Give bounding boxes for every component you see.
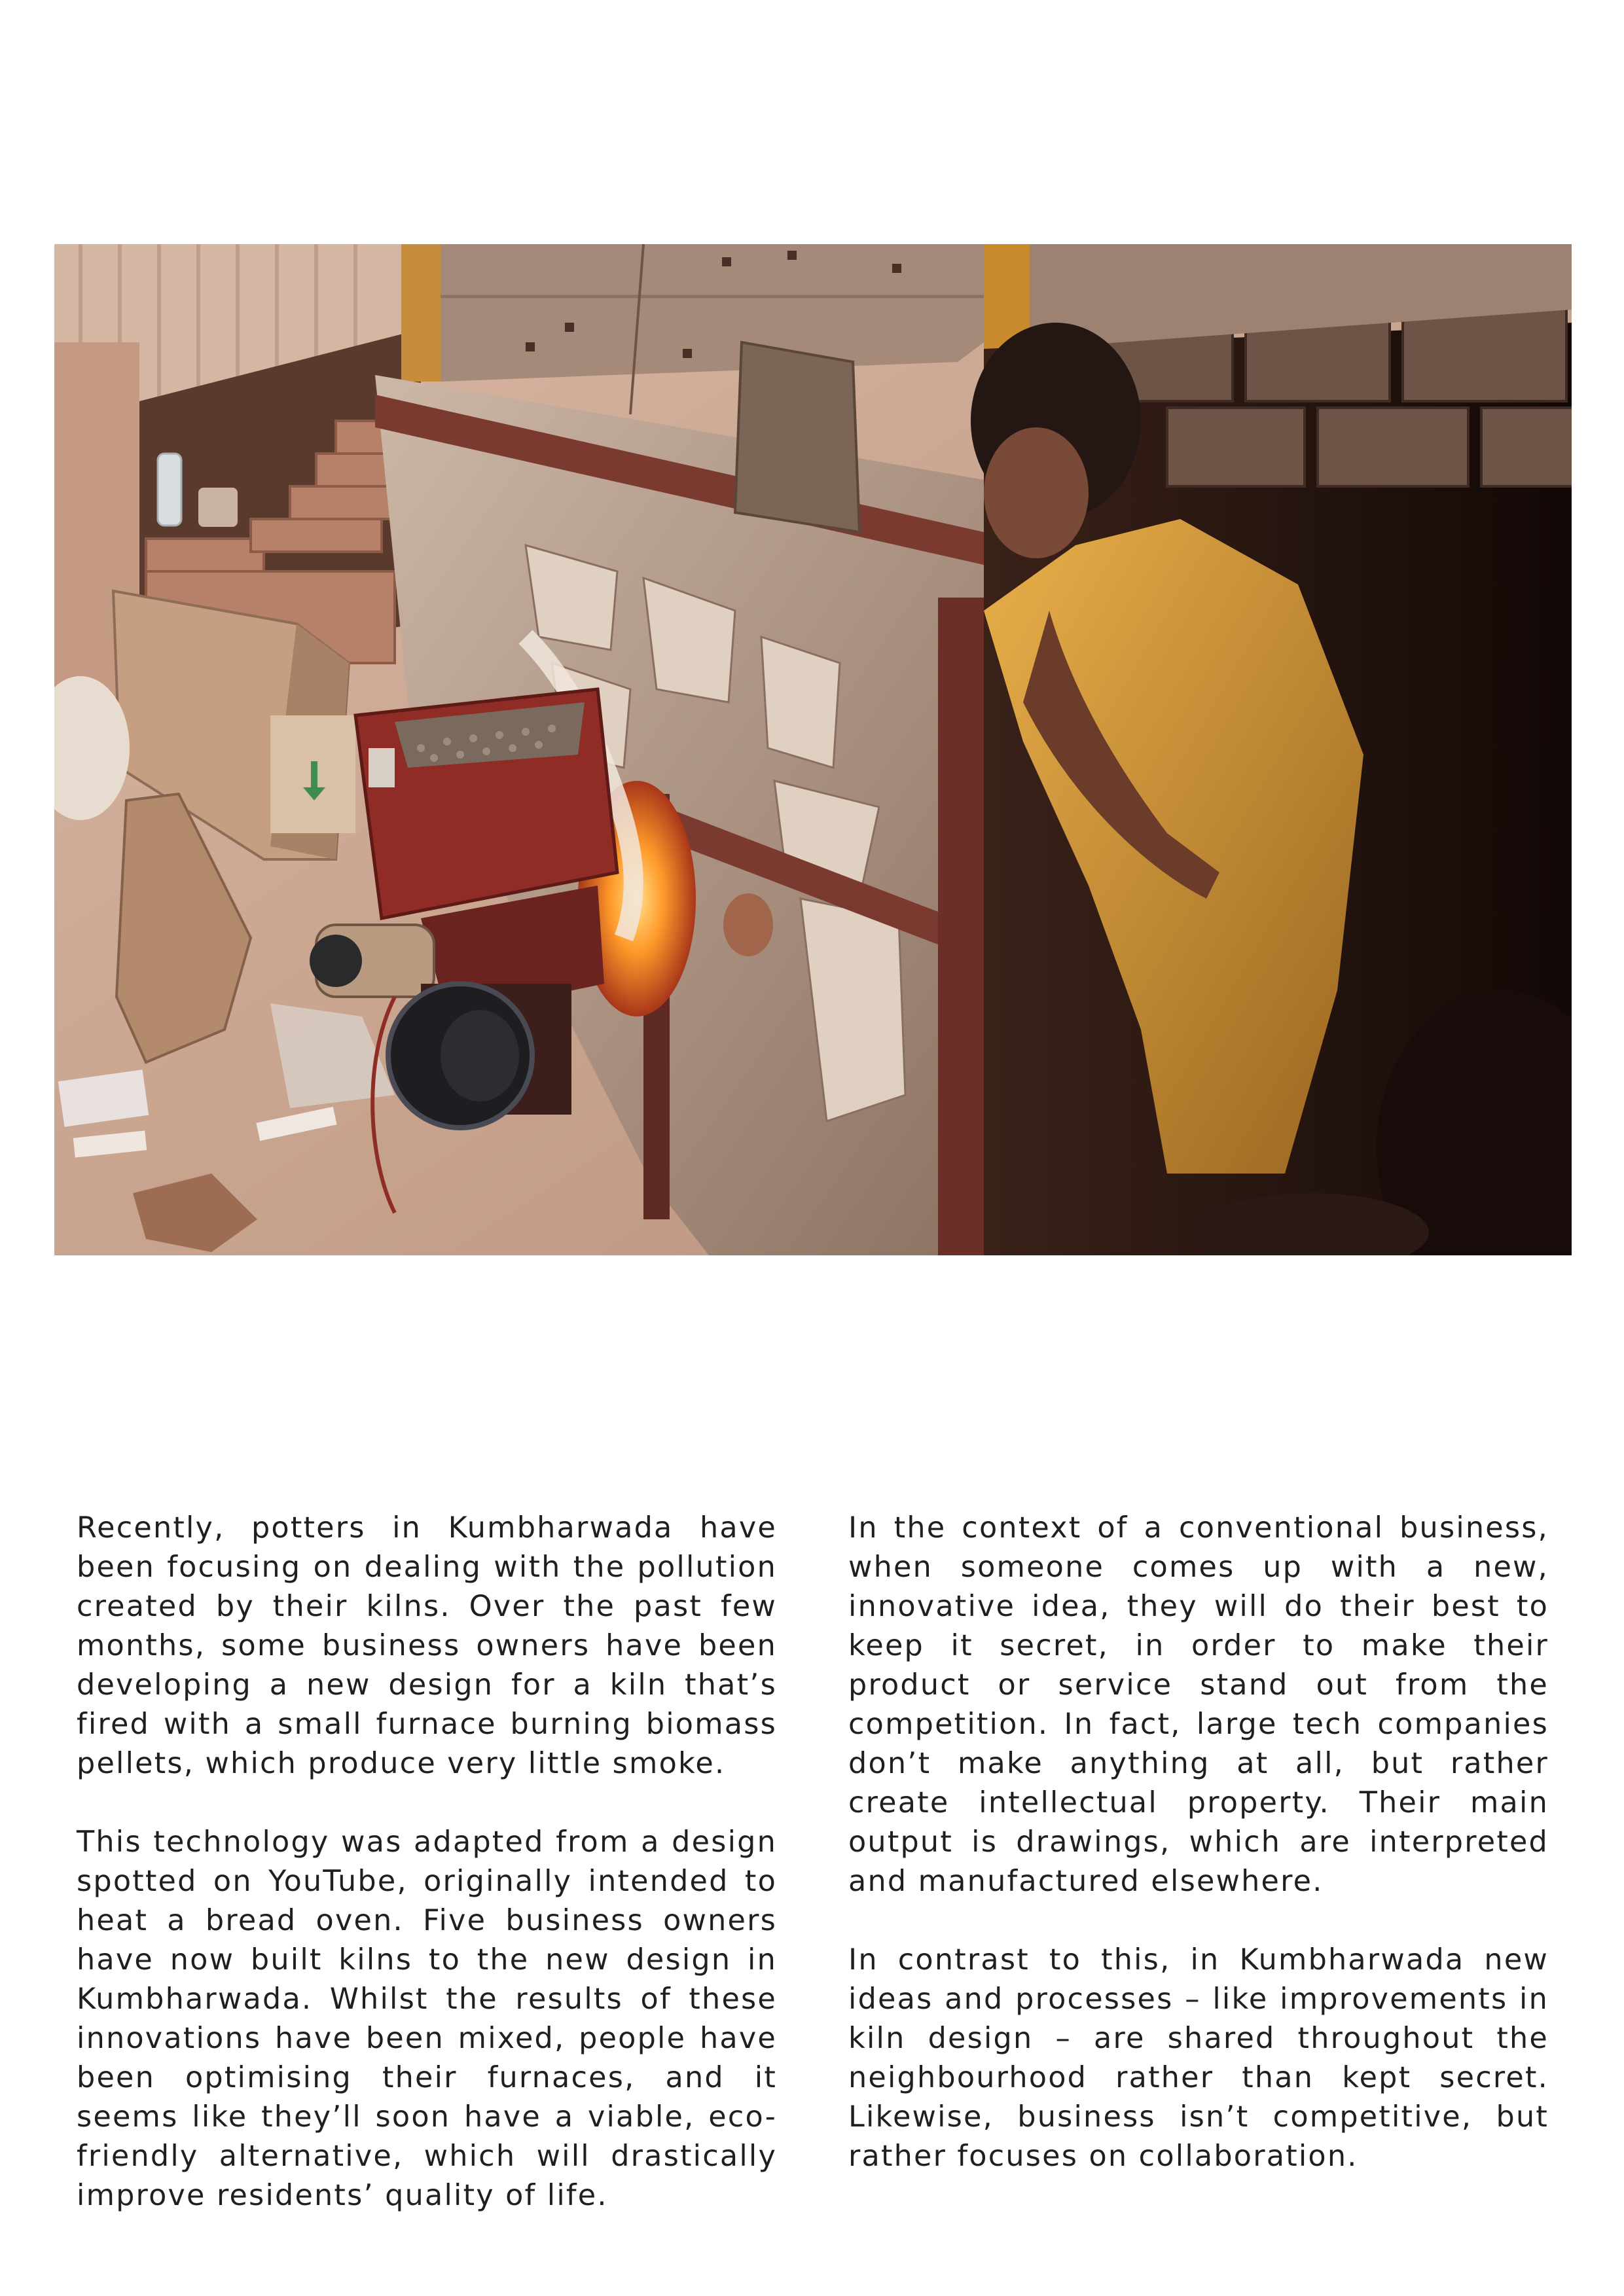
right-paragraph-2: In contrast to this, in Kumbharwada new ideas and processes – like improvements in kiln design – are shared throughout the neighbourhood rather than kept secret. Likewise, business isn’t competitive, but rather focuses on collaboration. [848,1943,1549,2173]
hopper-label [369,748,395,787]
left-paragraph-1: Recently, potters in Kumbharwada have been focusing on dealing with the pollution created by their kilns. Over the past few months, some business owners have been developing a new design for a kiln that’s fired with a small furnace burning biomass pellets, which produce very little smoke. [77,1511,777,1780]
water-bottle [158,454,181,526]
left-paragraph-2: This technology was adapted from a design spotted on YouTube, originally intended to heat a bread oven. Five business owners have now built kilns to the new design in Kumbharwada. Whilst the results of these innovations have been mixed, people have been optimising their furnaces, and it seems like they’ll soon have a viable, eco-friendly alternative, which will drastically improve residents’ quality of life. [77,1825,777,2212]
kiln-photograph [54,244,1572,1255]
motor-cap [310,935,362,987]
person-face [984,427,1089,558]
jar [198,488,238,527]
kiln-photo-illustration [54,244,1572,1255]
kiln-panel [735,342,859,532]
kiln-frame-post [938,598,984,1255]
left-text-column [77,1509,777,2215]
right-paragraph-1: In the context of a conventional business, when someone comes up with a new, innovative idea, they will do their best to keep it secret, in order to make their product or service stand out from the competition. In fact, large tech companies don’t make anything at all, but rather create intellectual property. Their main output is drawings, which are interpreted and manufactured elsewhere. [848,1511,1549,1898]
kiln-top [441,244,984,382]
right-text-column [848,1509,1549,2176]
chimney-pipe-left [401,244,441,382]
kiln-plug [723,893,773,956]
